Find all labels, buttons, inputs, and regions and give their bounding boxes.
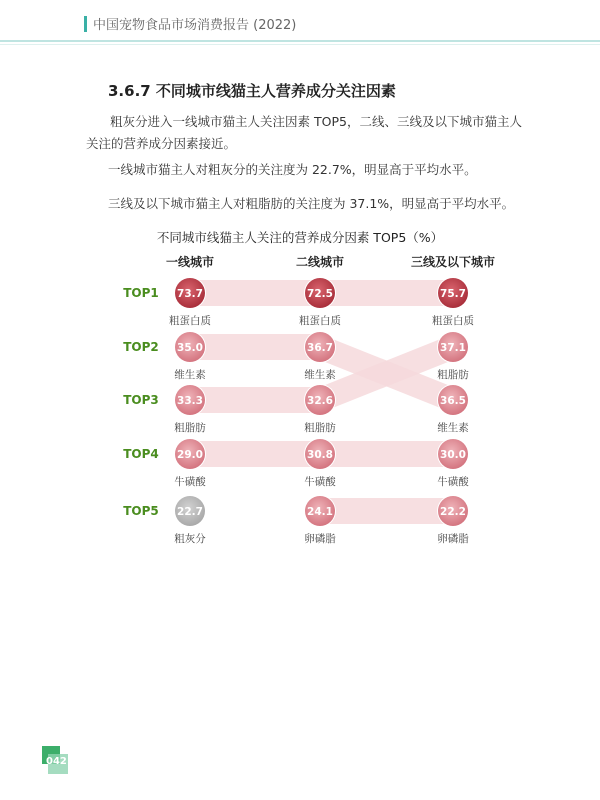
column-header-1: 一线城市: [165, 255, 215, 269]
bubble-label: 维生素: [437, 422, 469, 434]
bubble-value: 36.7: [307, 342, 333, 354]
bubble-label: 牛磺酸: [437, 476, 469, 488]
bubble-label: 卵磷脂: [437, 533, 469, 545]
chart-title: 不同城市线猫主人关注的营养成分因素 TOP5（%）: [156, 230, 444, 245]
connector-band-粗蛋白质: [190, 280, 320, 306]
header-divider-thin: [0, 44, 600, 45]
bubble-value: 72.5: [307, 288, 333, 300]
bubble-label: 牛磺酸: [174, 476, 206, 488]
bubble-value: 30.0: [440, 449, 466, 461]
rank-label-4: TOP4: [123, 447, 159, 461]
connector-band-粗脂肪: [190, 387, 320, 413]
paragraph-1: 粗灰分进入一线城市猫主人关注因素 TOP5，二线、三线及以下城市猫主人关注的营养成分因素接近。: [86, 114, 522, 151]
bubble-label: 粗脂肪: [437, 369, 469, 381]
bubble-label: 粗蛋白质: [299, 315, 341, 327]
bubble-label: 牛磺酸: [304, 476, 336, 488]
bubble-value: 24.1: [307, 506, 333, 518]
connector-band-卵磷脂: [320, 498, 453, 524]
bubble-value: 29.0: [177, 449, 203, 461]
bubble-value: 75.7: [440, 288, 466, 300]
rank-label-5: TOP5: [123, 504, 159, 518]
header-divider: [0, 40, 600, 42]
bubble-label: 粗脂肪: [174, 422, 206, 434]
bubble-value: 33.3: [177, 395, 203, 407]
top5-chart: [0, 220, 600, 560]
connector-band-维生素: [190, 334, 320, 360]
bubble-label: 维生素: [174, 369, 206, 381]
report-title: 中国宠物食品市场消费报告 (2022): [93, 18, 297, 33]
bubble-label: 维生素: [304, 369, 336, 381]
column-header-3: 三线及以下城市: [410, 255, 496, 269]
bubble-value: 37.1: [440, 342, 466, 354]
bubble-label: 粗灰分: [174, 533, 206, 545]
rank-label-2: TOP2: [123, 340, 159, 354]
section-title: 3.6.7 不同城市线猫主人营养成分关注因素: [108, 82, 396, 100]
bubble-label: 卵磷脂: [304, 533, 336, 545]
bubble-value: 22.7: [177, 506, 203, 518]
bubble-value: 73.7: [177, 288, 203, 300]
bubble-label: 粗蛋白质: [432, 315, 474, 327]
bubble-label: 粗脂肪: [304, 422, 336, 434]
connector-band-牛磺酸: [190, 441, 320, 467]
rank-label-1: TOP1: [123, 286, 159, 300]
page-header: [0, 0, 600, 48]
rank-label-3: TOP3: [123, 393, 159, 407]
bubble-value: 30.8: [307, 449, 333, 461]
paragraph-2: 一线城市猫主人对粗灰分的关注度为 22.7%，明显高于平均水平。: [108, 162, 477, 177]
page-number: 042: [46, 756, 67, 767]
connector-band-牛磺酸: [320, 441, 453, 467]
bubble-value: 36.5: [440, 395, 466, 407]
bubble-value: 32.6: [307, 395, 333, 407]
bubble-value: 22.2: [440, 506, 466, 518]
connector-band-粗蛋白质: [320, 280, 453, 306]
header-accent-bar: [84, 16, 87, 32]
bubble-label: 粗蛋白质: [169, 315, 211, 327]
column-header-2: 二线城市: [295, 255, 345, 269]
bubble-value: 35.0: [177, 342, 203, 354]
page-number-badge: [42, 746, 68, 772]
paragraph-3: 三线及以下城市猫主人对粗脂肪的关注度为 37.1%，明显高于平均水平。: [108, 196, 515, 211]
